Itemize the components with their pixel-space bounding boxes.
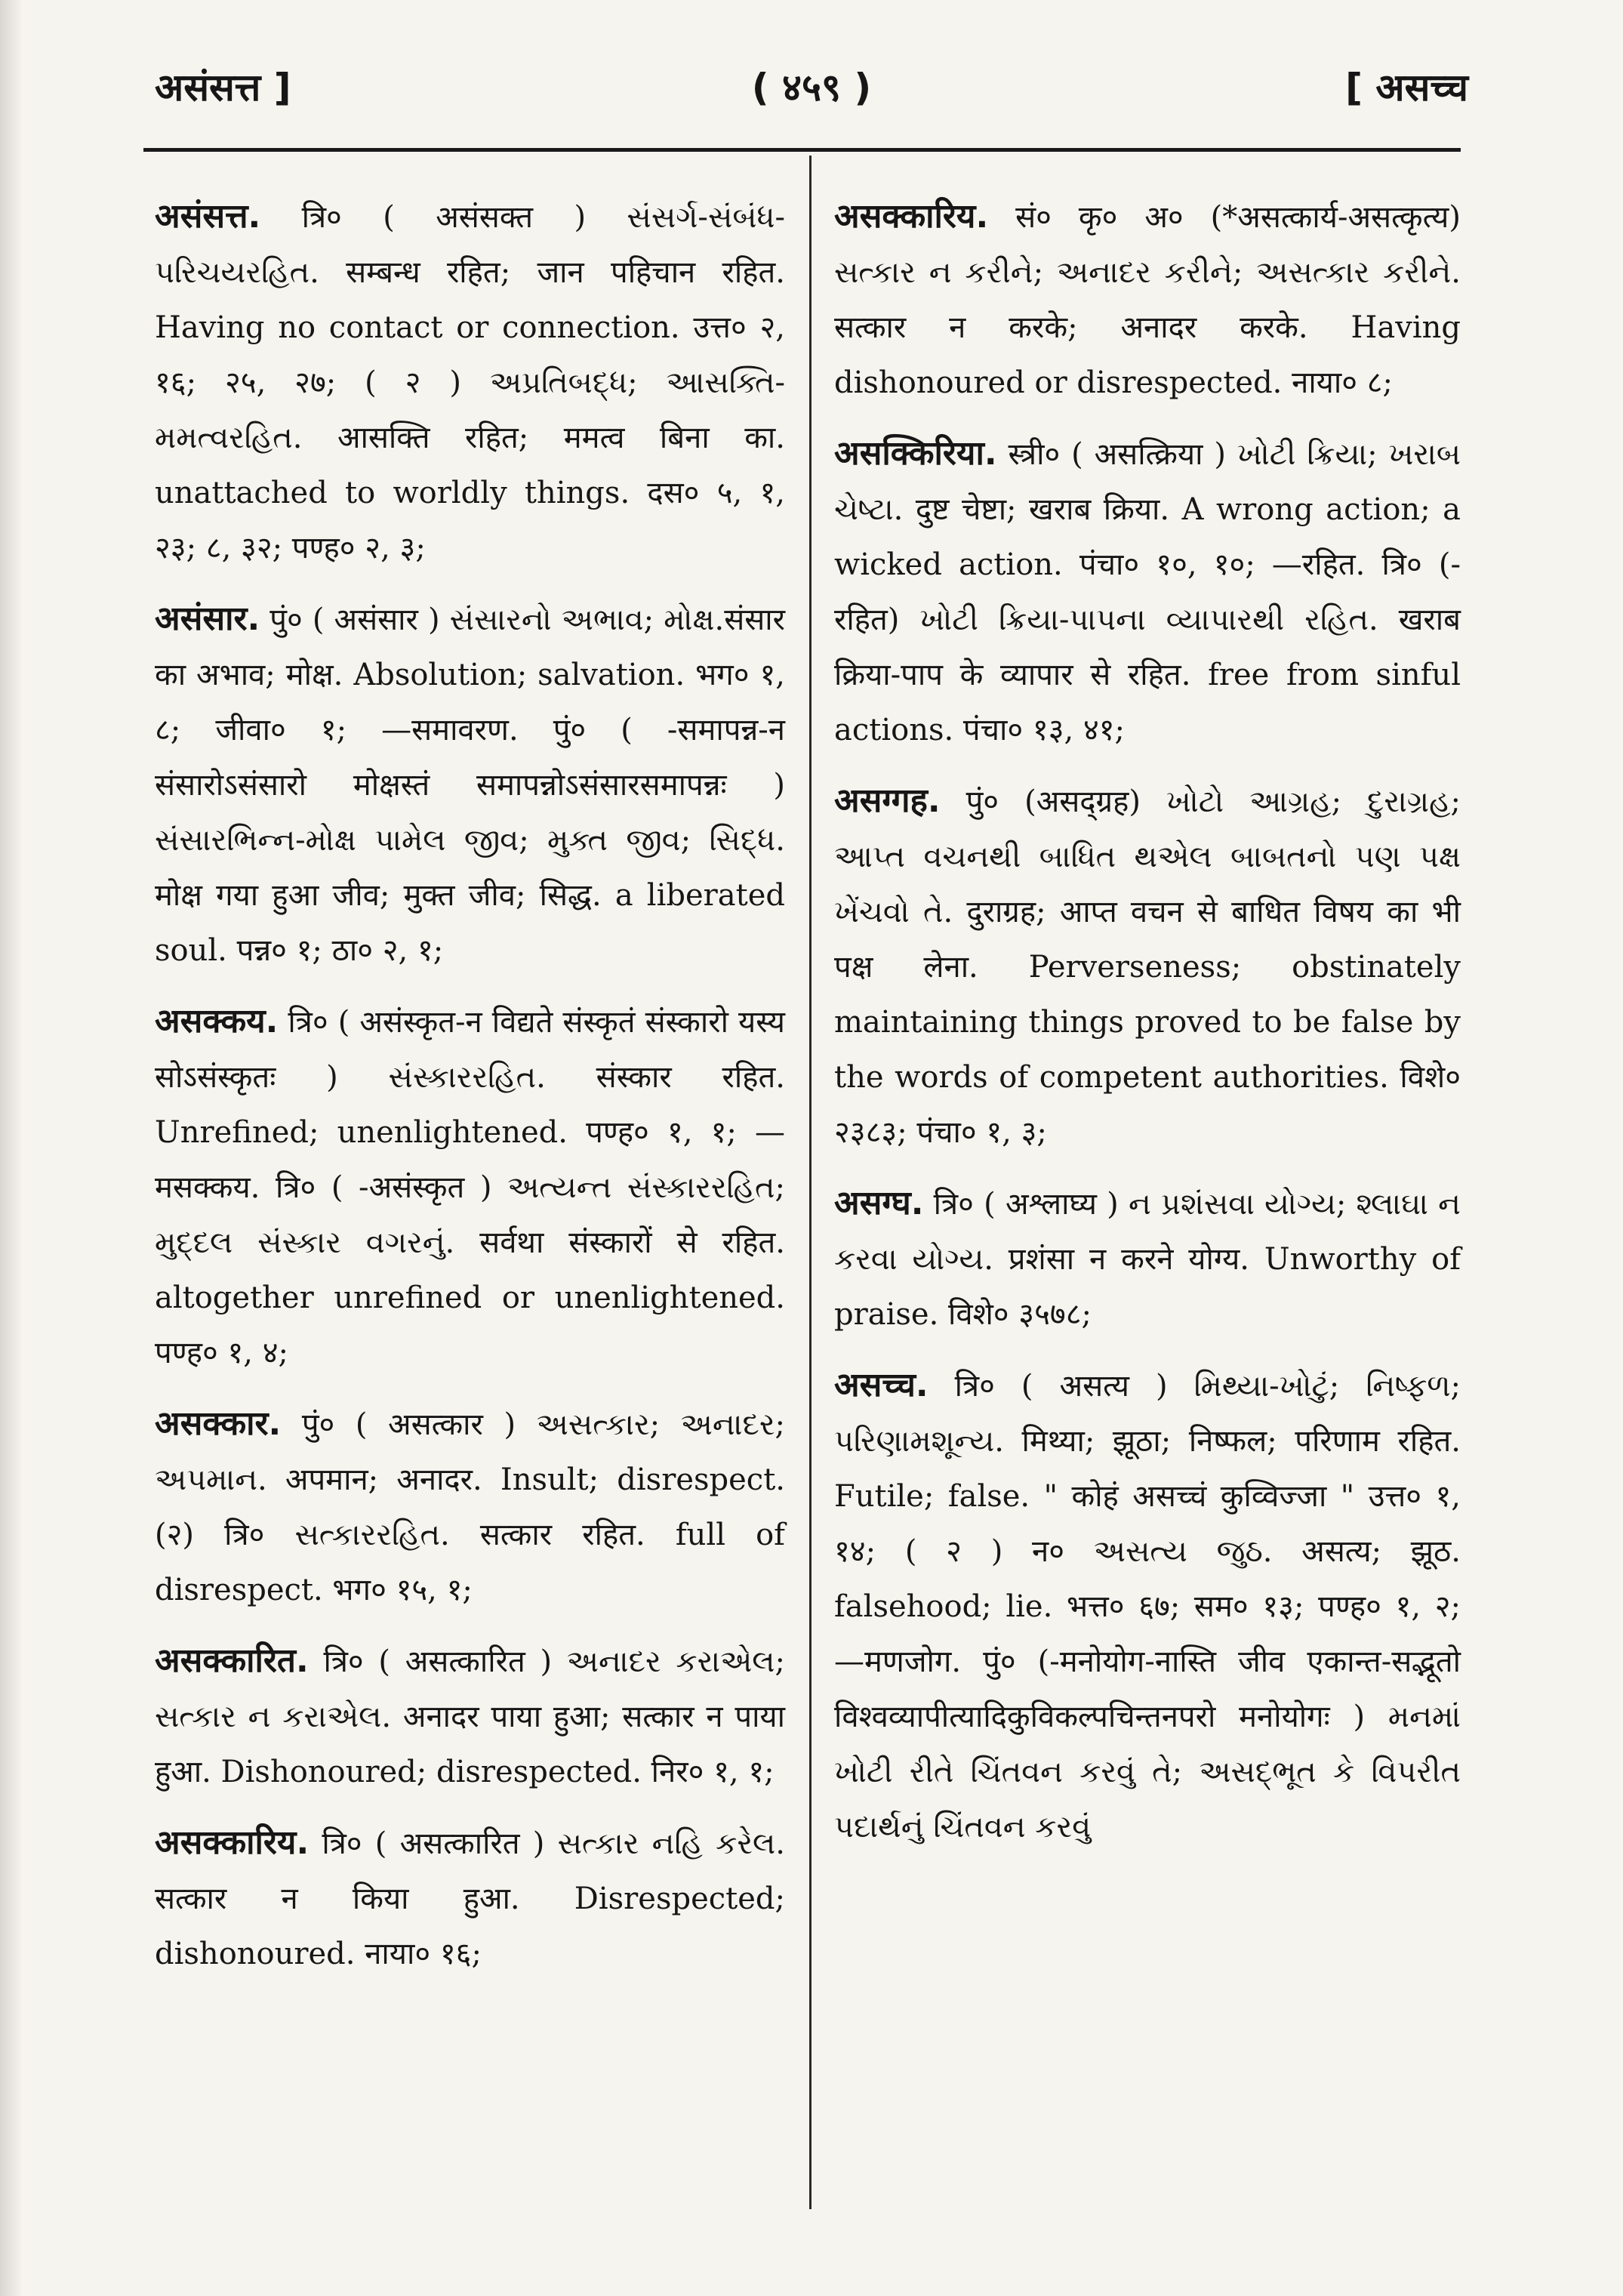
scan-edge-shadow [0,0,23,2296]
entry-definition: त्रि० ( अश्लाघ्य ) ન પ્રશંસવા યોગ્ય; શ્લાઘા ન કરવા યોગ્ય. प्रशंसा न करने योग्य. Unworthy of praise. विशे० ३५७८; [834,1187,1461,1332]
entry-definition: त्रि० ( असत्कारित ) અનાદર કરાએલ; સત્કાર ન કરાએલ. अनादर पाया हुआ; सत्कार न पाया हुआ. Dishonoured; disrespected. निर० १, १; [155,1644,785,1789]
header-rule [143,148,1461,152]
dictionary-entry [155,189,785,576]
dictionary-entry [834,426,1461,758]
dictionary-entry [155,994,785,1381]
dictionary-entry [155,1396,785,1618]
dictionary-entry [834,1176,1461,1342]
header-left-guideword: अ‍संसत्त ] [155,66,291,109]
entry-definition: त्रि० ( असत्य ) મિથ્યા-ખોટું; નિષ્ફળ; પરિણામશૂન્ય. मिथ्या; झूठा; निष्फल; परिणाम रहित. Futile; false. " कोहं असच्चं कुव्विज्जा " उत्त० १, १४; ( २ ) न० અસત્ય જુઠ. असत्य; झूठ. falsehood; lie. भत्त० ६७; सम० १३; पण्ह० १, २; —मणजोग. पुं० (-मनोयोग-नास्ति जीव एकान्त-सद्भूतो विश्वव्यापीत्यादिकुविकल्पचिन्तनपरो मनोयोगः ) મનમાં ખોટી રીતે ચિંતવન કરવું તે; અસદ્ભૂત કે વિપરીત પદાર્થનું ચિંતવન કરવું [834,1369,1461,1845]
left-column [155,189,785,1997]
header-right-guideword: [ असच्च [1345,66,1468,109]
column-divider [809,156,812,2209]
entry-headword: अ‍संसार. [155,599,260,638]
dictionary-entry [155,591,785,978]
entry-definition: सं० कृ० अ० (*असत्कार्य-असत्कृत्य) સત્કાર ન કરીને; અનાદર કરીને; અસત્કાર કરીને. सत्कार न करके; अनादर करके. Having dishonoured or disrespected. नाया० ८; [834,200,1461,400]
entry-definition: पुं० ( असत्कार ) અસત્કાર; અનાદર; અપમાન. अपमान; अनादर. Insult; disrespect.(२) त्रि० સત્કારરહિત. सत्कार रहित. full of disrespect. भग० १५, १; [155,1407,785,1607]
dictionary-entry [834,773,1461,1160]
entry-headword: अ‍सक्कय. [155,1002,279,1040]
dictionary-entry [155,1633,785,1800]
entry-headword: अ‍सच्च. [834,1366,929,1404]
dictionary-entry [834,189,1461,411]
entry-definition: त्रि० ( असत्कारित ) સત્કાર નહિ કરેલ. सत्कार न किया हुआ. Disrespected; dishonoured. नाया० १६; [155,1826,785,1971]
entry-definition: स्त्री० ( असत्क्रिया ) ખોટી ક્રિયા; ખરાબ ચેષ્ટા. दुष्ट चेष्टा; खराब क्रिया. A wrong action; a wicked action. पंचा० १०, १०; —रहित. त्रि० (-रहित) ખોટી ક્રિયા-પાપના વ્યાપારથી રહિત. खराब क्रिया-पाप के व्यापार से रहित. free from sinful actions. पंचा० १३, ४१; [834,437,1461,747]
entry-definition: पुं० ( असंसार ) સંસારનો અભાવ; મોક્ષ.संसार का अभाव; मोक्ष. Absolution; salvation. भग० १, ८; जीवा० १; —समावरण. पुं० ( -समापन्न-न संसारोऽसंसारो मोक्षस्तं समापन्नोऽसंसारसमापन्नः ) સંસારભિન્ન-મોક્ષ પામેલ જીવ; મુક્ત જીવ; સિદ્ધ. मोक्ष गया हुआ जीव; मुक्त जीव; सिद्ध. a liberated soul. पन्न० १; ठा० २, १; [155,603,785,968]
dictionary-entry [155,1815,785,1982]
entry-headword: अ‍सक्कार. [155,1404,282,1443]
entry-headword: अ‍सक्कारिय. [834,197,989,236]
entry-definition: त्रि० ( असंस्कृत-न विद्यते संस्कृतं संस्कारो यस्य सोऽसंस्कृतः ) સંસ્કારરહિત. संस्कार रहित. Unrefined; unenlightened. पण्ह० १, १; —मसक्कय. त्रि० ( -असंस्कृत ) અત્યન્ત સંસ્કારરહિત; મુદ્દલ સંસ્કાર વગરનું. सर्वथा संस्कारों से रहित. altogether unrefined or unenlightened. पण्ह० १, ४; [155,1005,785,1370]
page-header [155,53,1468,136]
entry-definition: त्रि० ( असंसक्त ) સંસર્ગ-સંબંધ-પરિચયરહિત. सम्बन्ध रहित; जान पहिचान रहित. Having no contact or connection. उत्त० २, १६; २५, २७; ( २ ) અપ્રતિબદ્ધ; આસક્તિ-મમત્વરહિત. आसक्ति रहित; ममत्व बिना का. unattached to worldly things. दस० ५, १, २३; ८, ३२; पण्ह० २, ३; [155,200,785,566]
entry-headword: अ‍सग्घ. [834,1184,924,1222]
entry-headword: अ‍सक्किरिया. [834,434,997,473]
entry-headword: अ‍संसत्त. [155,197,261,236]
right-column [834,189,1461,1870]
entry-headword: अ‍सग्गह. [834,781,941,820]
dictionary-entry [834,1358,1461,1855]
page-number: ( ४५९ ) [751,66,872,109]
entry-headword: अ‍सक्कारिय. [155,1823,310,1862]
entry-headword: अ‍सक्कारित. [155,1641,309,1680]
entry-definition: पुं० (असद्ग्रह) ખોટો આગ્રહ; દુરાગ્રહ; આપ્ત વચનથી બાધિત થએલ બાબતનો પણ પક્ષ ખેંચવો તે. दुराग्रह; आप्त वचन से बाधित विषय का भी पक्ष लेना. Perverseness; obstinately maintaining things proved to be false by the words of competent authorities. विशे० २३८३; पंचा० १, ३; [834,784,1461,1150]
